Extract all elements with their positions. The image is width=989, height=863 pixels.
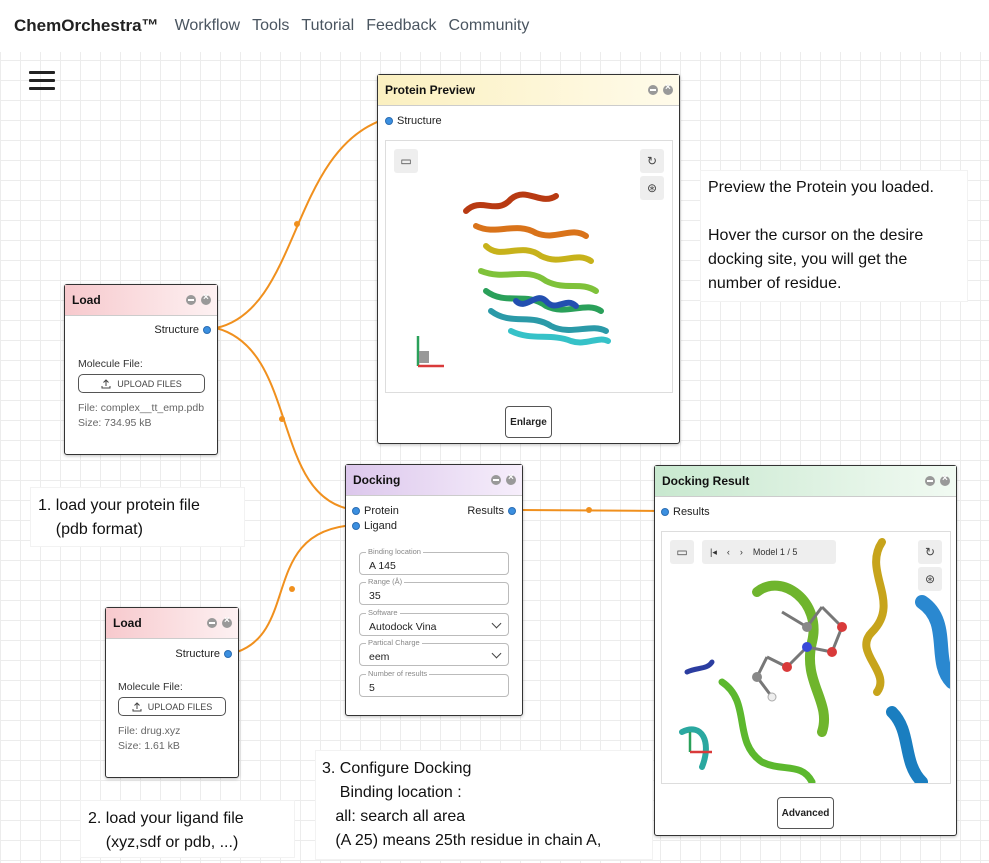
input-port-results[interactable] [661,506,710,518]
hint-line: (A 25) means 25th residue in chain A, [322,832,602,849]
input-port-structure[interactable] [385,115,442,127]
node-title: Load [72,293,101,307]
rotate-icon[interactable]: ↻ [918,540,942,564]
nav-feedback[interactable]: Feedback [366,17,437,34]
field-value: A 145 [369,560,396,572]
protein-3d-viewer[interactable] [385,140,673,393]
enlarge-button[interactable]: Enlarge [505,406,552,438]
nav-tools[interactable]: Tools [252,17,290,34]
minimize-icon[interactable] [186,295,196,305]
upload-files-button[interactable] [118,697,226,716]
docking-node[interactable] [345,464,523,716]
upload-icon [101,379,111,389]
molecule-file-label: Molecule File: [118,681,183,693]
chevron-down-icon [492,649,502,659]
hint-line: 2. load your ligand file [88,810,244,827]
model-counter: Model 1 / 5 [752,547,798,557]
software-select[interactable] [359,608,509,636]
port-label: Structure [175,648,220,660]
upload-files-button[interactable] [78,374,205,393]
close-icon[interactable] [663,85,673,95]
close-icon[interactable] [506,475,516,485]
binding-location-input[interactable] [359,547,509,575]
file-size: Size: 734.95 kB [78,417,152,429]
file-size: Size: 1.61 kB [118,740,180,752]
node-title: Load [113,616,142,630]
num-results-input[interactable] [359,669,509,697]
prev-model-icon[interactable]: ‹ [726,547,730,557]
port-dot[interactable] [203,326,211,334]
minimize-icon[interactable] [491,475,501,485]
range-input[interactable] [359,577,509,605]
model-navigator [702,540,836,564]
field-label: Software [368,608,398,617]
minimize-icon[interactable] [648,85,658,95]
output-port-results[interactable] [467,505,516,517]
upload-icon [132,702,142,712]
upload-label: UPLOAD FILES [147,701,213,712]
hint-line: Binding location : [322,784,462,801]
hint-line: docking site, you will get the [708,251,908,268]
output-port-structure[interactable] [175,648,232,660]
file-name: File: drug.xyz [118,725,181,737]
step1-hint [30,487,245,547]
port-label: Ligand [364,520,398,532]
wire-load-to-docking [216,328,355,510]
port-dot[interactable] [508,507,516,515]
close-icon[interactable] [201,295,211,305]
port-dot[interactable] [385,117,393,125]
settings-icon[interactable]: ⊛ [918,567,942,591]
close-icon[interactable] [940,476,950,486]
menu-icon[interactable] [29,71,55,91]
port-dot[interactable] [352,522,360,530]
port-dot[interactable] [661,508,669,516]
minimize-icon[interactable] [207,618,217,628]
port-label: Protein [364,505,399,517]
field-value: 5 [369,682,375,694]
step3-hint [315,750,653,860]
hint-line: 1. load your protein file [38,497,200,514]
settings-icon[interactable]: ⊛ [640,176,664,200]
minimize-icon[interactable] [925,476,935,486]
partial-charge-select[interactable] [359,638,509,666]
load-ligand-node[interactable] [105,607,239,778]
wire-ligand-to-docking [237,525,355,652]
port-dot[interactable] [352,507,360,515]
docking-result-node[interactable] [654,465,957,836]
hint-line: 3. Configure Docking [322,760,472,777]
node-title: Protein Preview [385,83,476,97]
advanced-button[interactable]: Advanced [777,797,834,829]
field-label: Partical Charge [368,638,420,647]
brand-logo[interactable]: ChemOrchestra™ [14,16,159,35]
port-label: Structure [397,115,442,127]
docking-3d-viewer[interactable] [661,531,951,784]
rotate-icon[interactable]: ↻ [640,149,664,173]
first-model-icon[interactable]: |◂ [710,546,717,557]
input-port-ligand[interactable] [352,520,397,532]
node-title: Docking Result [662,474,750,488]
step2-hint [80,800,295,858]
hint-line: all: search all area [322,808,466,825]
nav-community[interactable]: Community [448,17,530,34]
field-value: Autodock Vina [369,621,437,633]
hint-line: (pdb format) [38,521,143,538]
load-protein-node[interactable] [64,284,218,455]
nav-workflow[interactable]: Workflow [174,17,241,34]
close-icon[interactable] [222,618,232,628]
next-model-icon[interactable]: › [739,547,743,557]
field-value: eem [369,651,390,663]
hint-line: number of residue. [708,275,842,292]
molecule-file-label: Molecule File: [78,358,143,370]
file-name: File: complex__tt_emp.pdb [78,402,205,414]
port-dot[interactable] [224,650,232,658]
port-label: Results [467,505,504,517]
wire-docking-to-result [521,510,663,511]
input-port-protein[interactable] [352,505,399,517]
wire-load-to-preview [216,119,385,328]
node-header[interactable] [378,75,679,106]
docking-pose-structure [662,532,951,784]
screenshot-icon[interactable]: ▭ [670,540,694,564]
hint-line: Preview the Protein you loaded. [708,179,934,196]
field-value: 35 [369,590,381,602]
nav-tutorial[interactable]: Tutorial [301,17,355,34]
output-port-structure[interactable] [154,324,211,336]
port-label: Results [673,506,710,518]
screenshot-icon[interactable]: ▭ [394,149,418,173]
node-header[interactable] [655,466,956,497]
field-label: Binding location [368,547,421,556]
node-header[interactable] [346,465,522,496]
port-label: Structure [154,324,199,336]
hint-line: (xyz,sdf or pdb, ...) [88,834,239,851]
protein-preview-node[interactable] [377,74,680,444]
chevron-down-icon [492,619,502,629]
node-header[interactable] [106,608,238,639]
protein-ribbon-structure [386,141,673,393]
hint-line: Hover the cursor on the desire [708,227,924,244]
field-label: Range (Å) [368,577,403,586]
node-header[interactable] [65,285,217,316]
field-label: Number of results [368,669,428,678]
node-title: Docking [353,473,401,487]
upload-label: UPLOAD FILES [117,378,182,389]
preview-hint [700,170,968,302]
top-navbar [0,0,989,52]
